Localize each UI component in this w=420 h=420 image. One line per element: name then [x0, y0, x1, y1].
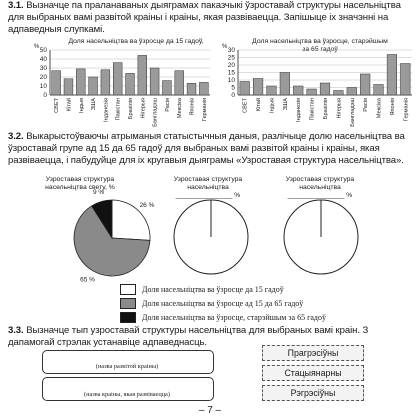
legend-label: Доля насельніцтва ва ўзросце да 15 гадоў — [142, 284, 284, 294]
pie-blank-1 — [172, 198, 252, 278]
legend-swatch — [120, 298, 136, 309]
bar — [400, 64, 410, 96]
task-3-1 — [8, 0, 413, 36]
bar — [374, 85, 384, 96]
bar — [267, 86, 277, 95]
x-tick-label: Японія — [189, 98, 196, 116]
task-3-2-number: 3.2. — [8, 131, 24, 142]
x-tick-label: Пакістан — [309, 98, 316, 121]
x-tick-label: Інданезія — [103, 98, 110, 122]
y-unit-label: % — [222, 44, 228, 50]
legend-label: Доля насельніцтва ва ўзросце ад 15 да 65 гадоў — [142, 298, 304, 308]
x-tick-label: Бразілія — [323, 98, 329, 120]
world-pie-chart — [52, 188, 172, 284]
task-3-1-number: 3.1. — [8, 0, 24, 11]
bar — [280, 73, 290, 96]
type-progressive-box[interactable]: Прагрэсіўны — [262, 345, 364, 361]
y-tick-label: 50 — [39, 47, 47, 54]
bar — [360, 74, 370, 95]
pie-slice-label: 65 % — [80, 276, 95, 284]
developed-country-note: (назва развітой краіны) — [95, 363, 159, 370]
x-tick-label: Нігерыя — [140, 98, 147, 119]
bar — [138, 55, 147, 95]
x-tick-label: Бангладэш — [152, 98, 159, 127]
y-tick-label: 40 — [39, 56, 47, 63]
y-tick-label: 10 — [39, 83, 47, 90]
x-tick-label: Японія — [389, 98, 396, 116]
legend-item — [120, 296, 410, 310]
bar — [240, 82, 250, 96]
y-tick-label: 0 — [231, 92, 235, 99]
x-tick-label: СВЕТ — [54, 98, 61, 113]
bar — [199, 82, 208, 95]
x-tick-label: СВЕТ — [242, 98, 249, 113]
x-tick-label: Мексіка — [177, 98, 184, 119]
pie-blank-1-title: Узроставая структура насельніцтва _______________ % — [173, 176, 243, 199]
bar — [76, 69, 85, 95]
task-3-1-text: Вызначце па праланаваных дыяграмах паказчыкі ўзроставай структуры насельніцтва для выбраных вамі развітой краіны і краіны, якая развіваецца. Запішыце іх значэнні на адпаведныя слупкамі. — [8, 0, 401, 35]
bar — [126, 73, 135, 95]
x-tick-label: Кітай — [66, 98, 73, 112]
bar — [347, 88, 357, 96]
pie-blank-2-title: Узроставая структура насельніцтва _______________ % — [285, 176, 355, 199]
x-tick-label: ЗША — [282, 98, 289, 111]
task-3-2-text: Выкарыстоўваючы атрыманыя статыстычныя даныя, разлічыце долю насельніцтва ва ўзроставай групе ад 15 да 65 гадоў для выбраных вамі развітой краіны і краіны, якая развіваецца, і пабудуйце для іх кругавыя дыяграмы «Узроставая структура насельніцтва». — [8, 131, 405, 166]
chart-2-title: Доля насельніцтва ва ўзросце, старэйшым за 65 гадоў — [252, 38, 388, 53]
x-tick-label: Расія — [164, 98, 171, 112]
bar — [334, 91, 344, 96]
pie-slice-label: 9 % — [93, 188, 105, 196]
world-pie-title: Узроставая структура насельніцтва свету, % — [45, 176, 115, 191]
legend-item — [120, 282, 410, 296]
bar — [187, 83, 196, 95]
x-tick-label: Мексіка — [376, 98, 383, 119]
pie-slice-label: 26 % — [139, 202, 155, 210]
y-tick-label: 25 — [227, 54, 235, 62]
legend — [120, 282, 410, 324]
bar — [175, 71, 184, 95]
x-tick-label: ЗША — [91, 98, 98, 111]
y-tick-label: 5 — [231, 84, 235, 92]
y-unit-label: % — [34, 44, 40, 50]
bar — [387, 55, 397, 96]
x-tick-label: Германія — [403, 98, 410, 122]
x-tick-label: Бангладэш — [349, 97, 356, 127]
x-tick-label: Індыя — [78, 98, 85, 113]
x-tick-label: Пакістан — [115, 98, 122, 121]
pie-blank-2 — [282, 198, 362, 278]
task-3-3-number: 3.3. — [8, 325, 24, 336]
y-tick-label: 30 — [39, 65, 47, 72]
legend-item — [120, 310, 410, 324]
bar — [253, 79, 263, 96]
legend-label: Доля насельніцтва ва ўзросце, старэйшым за 65 гадоў — [142, 312, 326, 322]
bar — [113, 63, 122, 95]
legend-swatch — [120, 312, 136, 323]
bar — [101, 70, 110, 95]
y-tick-label: 15 — [227, 69, 235, 77]
bar — [293, 86, 303, 95]
developing-country-note: (назва краіны, якая развіваецца) — [84, 391, 170, 398]
y-tick-label: 20 — [39, 74, 47, 81]
bar — [52, 71, 61, 95]
x-tick-label: Расія — [363, 98, 370, 112]
bar — [64, 79, 73, 95]
x-tick-label: Германія — [201, 98, 208, 122]
type-stationary-box[interactable]: Стацыянарны — [262, 365, 364, 381]
x-tick-label: Кітай — [256, 98, 263, 112]
x-tick-label: Нігерыя — [336, 98, 343, 119]
y-tick-label: 10 — [227, 77, 235, 84]
bar — [150, 68, 159, 95]
x-tick-label: Індыя — [269, 98, 276, 113]
bar — [307, 89, 317, 95]
type-regressive-box[interactable]: Рэгрэсіўны — [262, 385, 364, 401]
bar — [89, 77, 98, 95]
y-tick-label: 20 — [227, 62, 235, 69]
y-tick-label: 0 — [43, 92, 47, 99]
x-tick-label: Бразілія — [128, 98, 134, 120]
chart-1-title: Доля насельніцтва ва ўзросце да 15 гадоў, — [68, 38, 204, 45]
bar — [162, 81, 171, 95]
chart-2 — [222, 38, 416, 128]
legend-swatch — [120, 284, 136, 295]
task-3-3-text: Вызначце тып узроставай структуры насельніцтва для выбраных вамі краін. З дапамогай стрэлак устанавіце адпаведнасць. — [8, 325, 369, 348]
x-tick-label: Інданезія — [296, 98, 303, 122]
chart-1 — [36, 38, 214, 128]
developed-country-answer-box[interactable] — [42, 350, 214, 374]
y-tick-label: 30 — [227, 47, 235, 54]
task-3-2 — [8, 131, 413, 167]
bar — [320, 83, 330, 95]
page-number: – 7 – — [198, 405, 222, 416]
